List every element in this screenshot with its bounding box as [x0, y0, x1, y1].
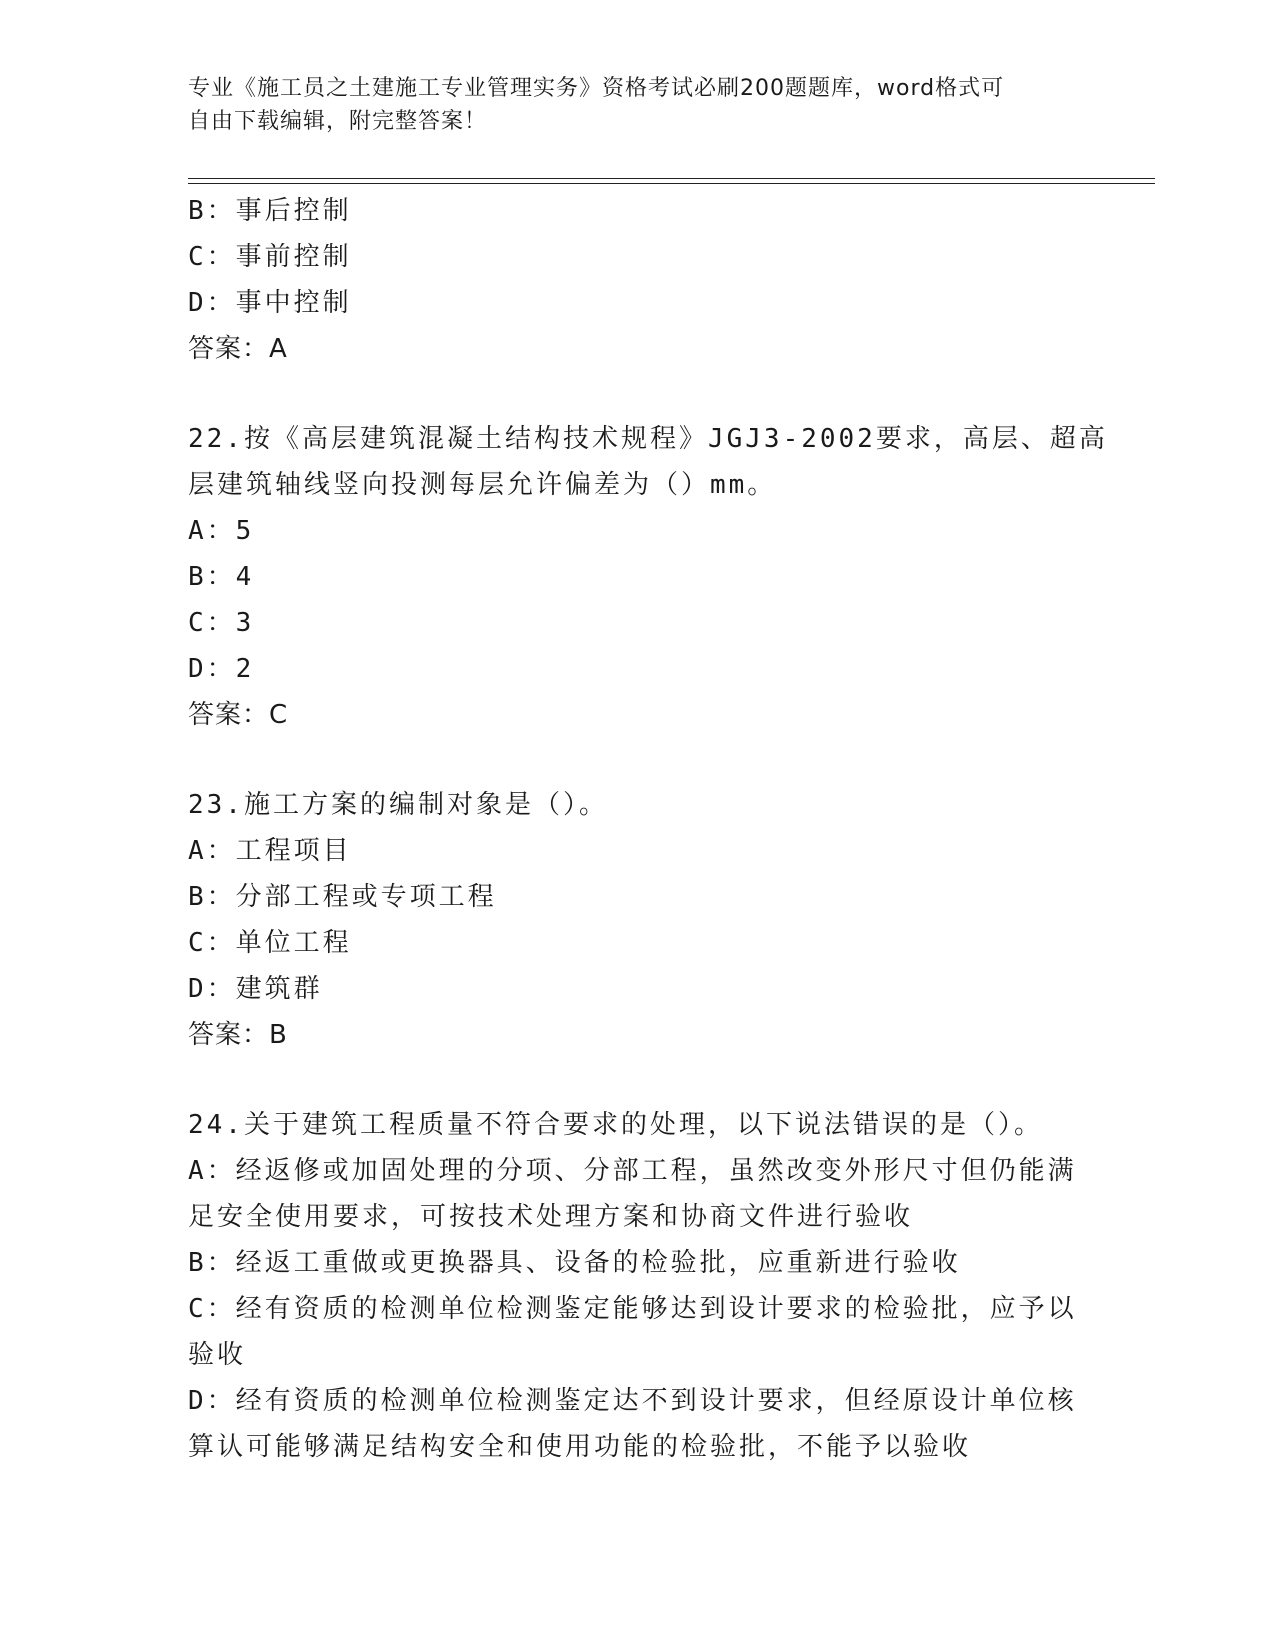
option-b: B：事后控制: [188, 196, 352, 226]
option-b: B：经返工重做或更换器具、设备的检验批，应重新进行验收: [188, 1248, 961, 1278]
header-title-line-1: 专业《施工员之土建施工专业管理实务》资格考试必刷200题题库，word格式可: [188, 76, 1005, 101]
option-a: A：经返修或加固处理的分项、分部工程，虽然改变外形尺寸但仍能满: [188, 1156, 1077, 1186]
option-d: D：经有资质的检测单位检测鉴定达不到设计要求，但经原设计单位核: [188, 1386, 1077, 1416]
option-a: A：5: [188, 516, 255, 546]
option-d-continued: 算认可能够满足结构安全和使用功能的检验批，不能予以验收: [188, 1432, 972, 1462]
option-a: A：工程项目: [188, 836, 352, 866]
question-stem: 24.关于建筑工程质量不符合要求的处理，以下说法错误的是（）。: [188, 1110, 1043, 1140]
question-23: [188, 782, 1088, 1058]
question-list: [188, 188, 1108, 1470]
header-title-line-2: 自由下载编辑，附完整答案！: [188, 109, 488, 134]
option-c: C：经有资质的检测单位检测鉴定能够达到设计要求的检验批，应予以: [188, 1294, 1077, 1324]
document-header: [188, 72, 1088, 138]
option-a-continued: 足安全使用要求，可按技术处理方案和协商文件进行验收: [188, 1202, 914, 1232]
question-stem-continued: 层建筑轴线竖向投测每层允许偏差为（）mm。: [188, 470, 777, 500]
option-c: C：单位工程: [188, 928, 352, 958]
question-stem: 23.施工方案的编制对象是（）。: [188, 790, 608, 820]
answer-line: 答案：A: [188, 334, 288, 364]
header-divider-bottom: [188, 183, 1155, 184]
option-d: D：事中控制: [188, 288, 352, 318]
answer-line: 答案：B: [188, 1020, 288, 1050]
answer-line: 答案：C: [188, 700, 289, 730]
header-divider-top: [188, 178, 1155, 179]
question-22: [188, 416, 1108, 738]
question-stem: 22.按《高层建筑混凝土结构技术规程》JGJ3-2002要求，高层、超高: [188, 424, 1108, 454]
option-c: C：3: [188, 608, 255, 638]
question-spacer: [188, 738, 1088, 782]
option-c: C：事前控制: [188, 242, 352, 272]
question-spacer: [188, 372, 1088, 416]
question-21-tail: [188, 188, 1088, 372]
option-b: B：4: [188, 562, 255, 592]
option-d: D：2: [188, 654, 255, 684]
question-spacer: [188, 1058, 1088, 1102]
option-c-continued: 验收: [188, 1340, 247, 1370]
question-24: [188, 1102, 1088, 1470]
option-b: B：分部工程或专项工程: [188, 882, 497, 912]
option-d: D：建筑群: [188, 974, 323, 1004]
